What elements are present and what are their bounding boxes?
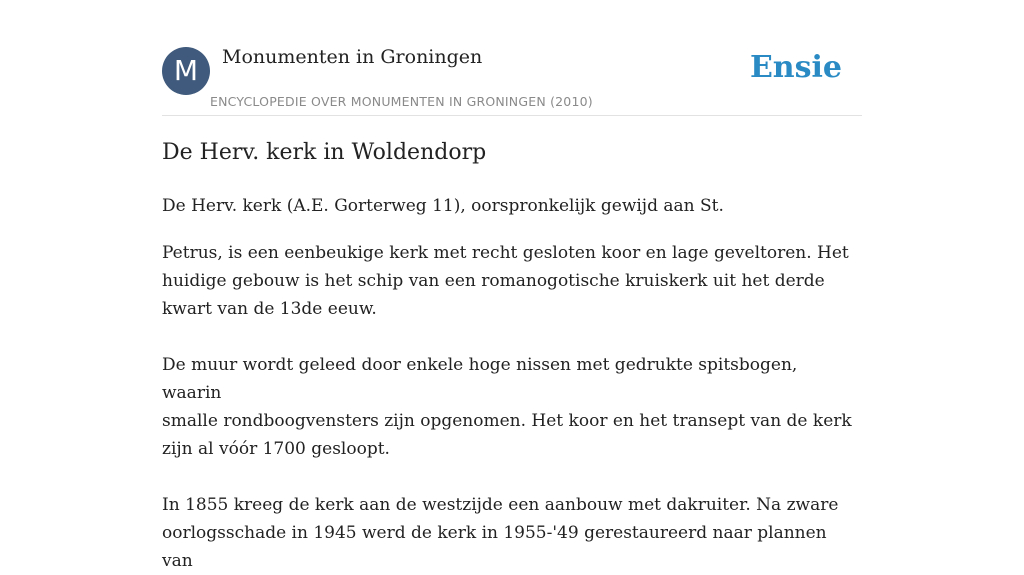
site-header — [162, 0, 862, 116]
content-container — [162, 0, 862, 571]
brand-logo[interactable]: Ensie — [749, 50, 842, 85]
site-title[interactable]: Monumenten in Groningen — [222, 46, 483, 68]
article-body: Petrus, is een eenbeukige kerk met recht gesloten koor en lage geveltoren. Het huidige gebouw is het schip van een romanogotische kruiskerk uit het derde kwart van de 13de eeuw. De muur wordt geleed door enkele hoge nissen met gedrukte spitsbogen, waarin smalle rondboogvensters zijn opgenomen. Het koor en het transept van de kerk zijn al vóór 1700 gesloopt. In 1855 kreeg de kerk aan de westzijde een aanbouw met dakruiter. Na zware oorlogsschade in 1945 werd de kerk in 1955-'49 gerestaureerd naar plannen van — [162, 243, 852, 571]
article-title: De Herv. kerk in Woldendorp — [162, 140, 487, 165]
avatar[interactable]: M — [162, 47, 210, 95]
article-lead: De Herv. kerk (A.E. Gorterweg 11), oorspronkelijk gewijd aan St. — [162, 196, 724, 216]
site-subtitle: ENCYCLOPEDIE OVER MONUMENTEN IN GRONINGEN (2010) — [210, 94, 593, 109]
